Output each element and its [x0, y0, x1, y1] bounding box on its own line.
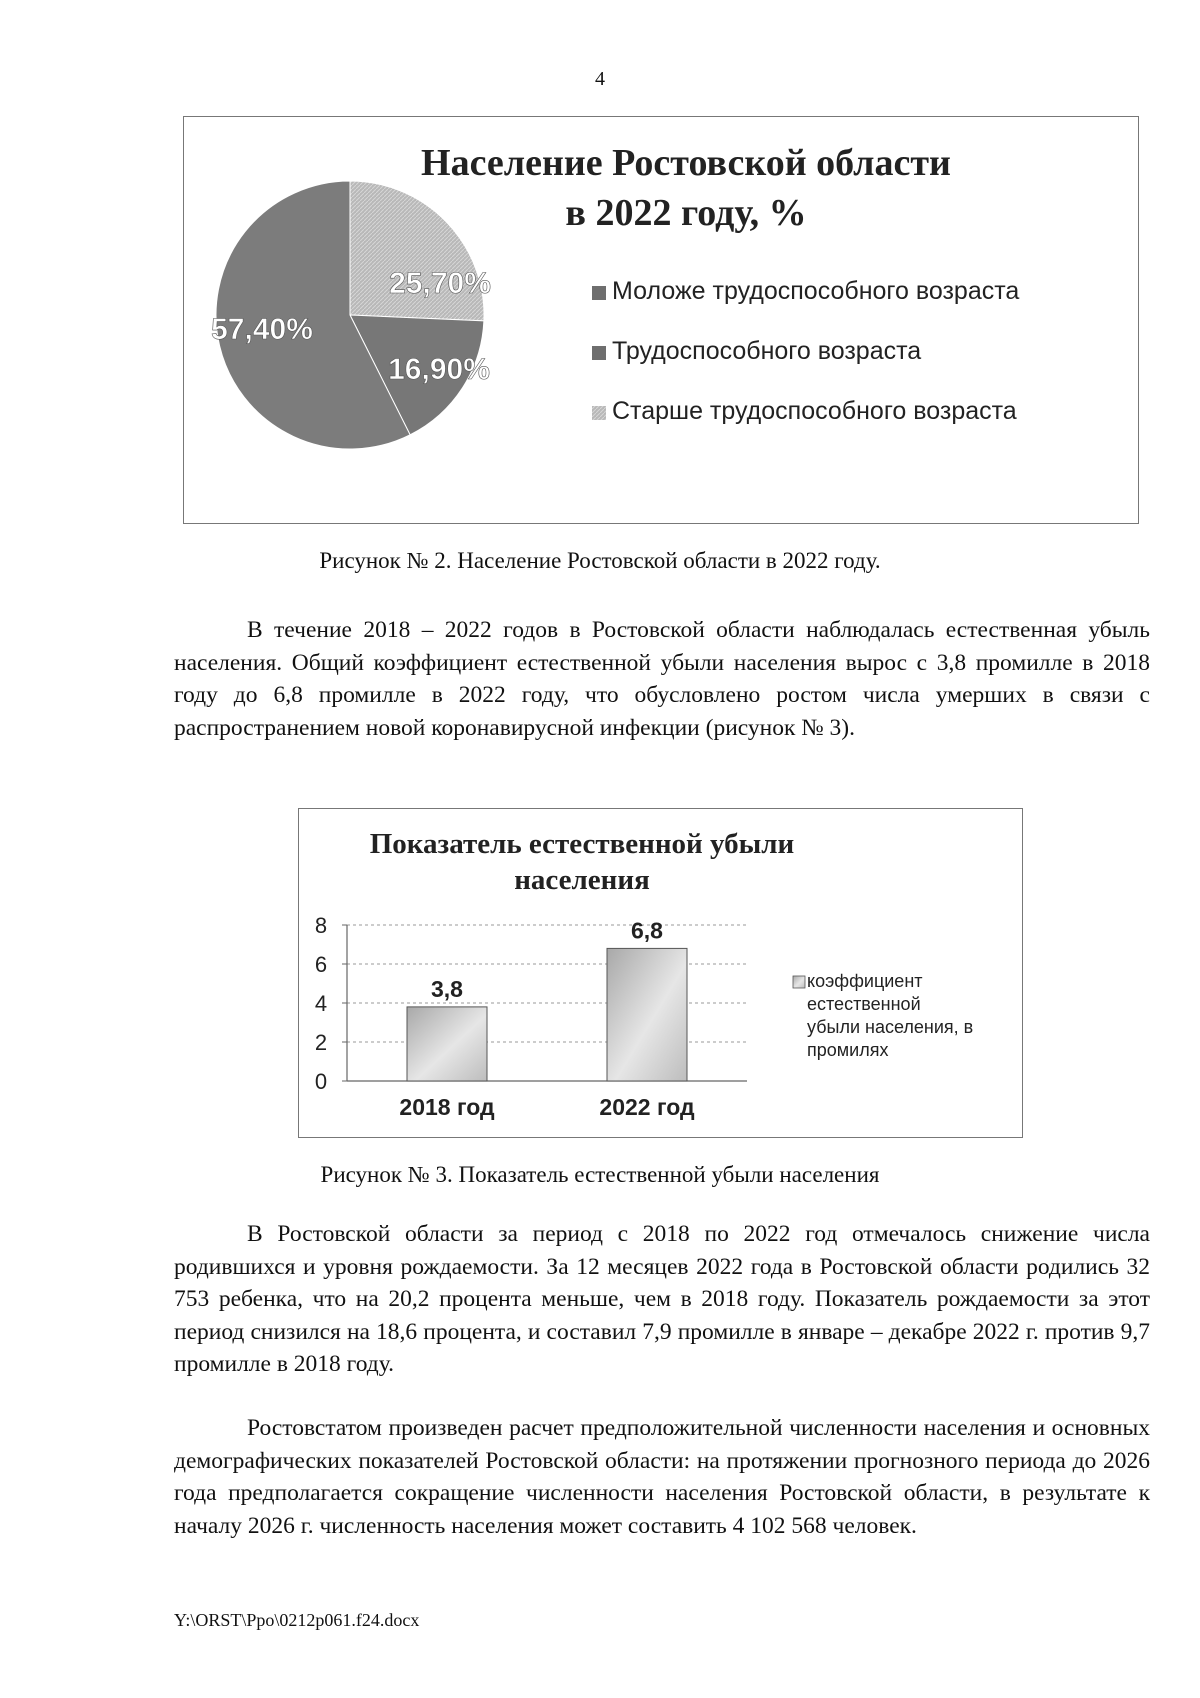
pie-legend-label: Трудоспособного возраста [612, 337, 922, 365]
pie-chart-title: в 2022 году, % [565, 192, 807, 234]
y-tick-label: 0 [314, 1069, 328, 1094]
bar-data-label: 6,8 [631, 917, 663, 944]
bar [607, 948, 687, 1081]
paragraph-natural-decrease: В течение 2018 – 2022 годов в Ростовской области наблюдалась естественная убыль населения. Общий коэффициент естественной убыли населения вырос с 3,8 промилле в 2018 году до 6,8 промилле в 2022 году, что обусловлено ростом числа умерших в связи с распространением новой коронавирусной инфекции (рисунок № 3). [174, 617, 1150, 741]
figure-2-caption: Рисунок № 2. Население Ростовской области в 2022 году. [319, 548, 881, 573]
page-number: 4 [595, 68, 605, 90]
pie-legend-label: Моложе трудоспособного возраста [612, 277, 1020, 305]
y-tick-label: 8 [314, 913, 328, 938]
pie-legend-label: Старше трудоспособного возраста [612, 397, 1017, 425]
file-path-footer: Y:\ORST\Ppo\0212p061.f24.docx [174, 1610, 420, 1630]
bar-data-label: 3,8 [431, 975, 463, 1002]
bar-legend-label: естественной [807, 994, 921, 1014]
paragraph-birth-rate: В Ростовской области за период с 2018 по 2022 год отмечалось снижение числа родившихся и уровня рождаемости. За 12 месяцев 2022 года в Ростовской области родились 32 753 ребенка, что на 20,2 процента меньше, чем в 2018 году. Показатель рождаемости за этот период снизился на 18,6 процента, и составил 7,9 промилле в январе – декабре 2022 г. против 9,7 промилле в 2018 году. [174, 1221, 1150, 1377]
y-tick-label: 2 [314, 1030, 328, 1055]
bar [407, 1007, 487, 1081]
pie-chart-title: Население Ростовской области [421, 142, 951, 184]
x-tick-label: 2018 год [399, 1094, 495, 1120]
natural-decrease-bar-chart [298, 808, 1023, 1138]
population-pie-chart [183, 116, 1139, 524]
pie-data-label: 16,90% [388, 353, 490, 386]
legend-swatch [793, 976, 805, 988]
bar-legend-label: коэффициент [807, 971, 923, 991]
bar-chart-title: населения [514, 864, 650, 896]
y-tick-label: 4 [314, 991, 328, 1016]
bar-chart-title: Показатель естественной убыли [369, 828, 795, 860]
bar-chart-svg [299, 809, 1024, 1139]
pie-data-label: 25,70% [389, 267, 491, 300]
bar-legend-label: промилях [807, 1040, 889, 1060]
y-tick-label: 6 [314, 952, 328, 977]
legend-swatch [592, 346, 606, 360]
pie-data-label: 57,40% [211, 313, 313, 346]
legend-swatch [592, 286, 606, 300]
figure-3-caption: Рисунок № 3. Показатель естественной убыли населения [320, 1162, 880, 1187]
bar-legend-label: убыли населения, в [807, 1017, 974, 1037]
pie-chart-svg [184, 117, 1140, 525]
x-tick-label: 2022 год [599, 1094, 695, 1120]
paragraph-population-forecast: Ростовстатом произведен расчет предположительной численности населения и основных демографических показателей Ростовской области: на протяжении прогнозного периода до 2026 года предполагается сокращение численности населения Ростовской области, в результате к началу 2026 г. численность населения может составить 4 102 568 человек. [174, 1415, 1150, 1539]
legend-swatch [592, 406, 606, 420]
